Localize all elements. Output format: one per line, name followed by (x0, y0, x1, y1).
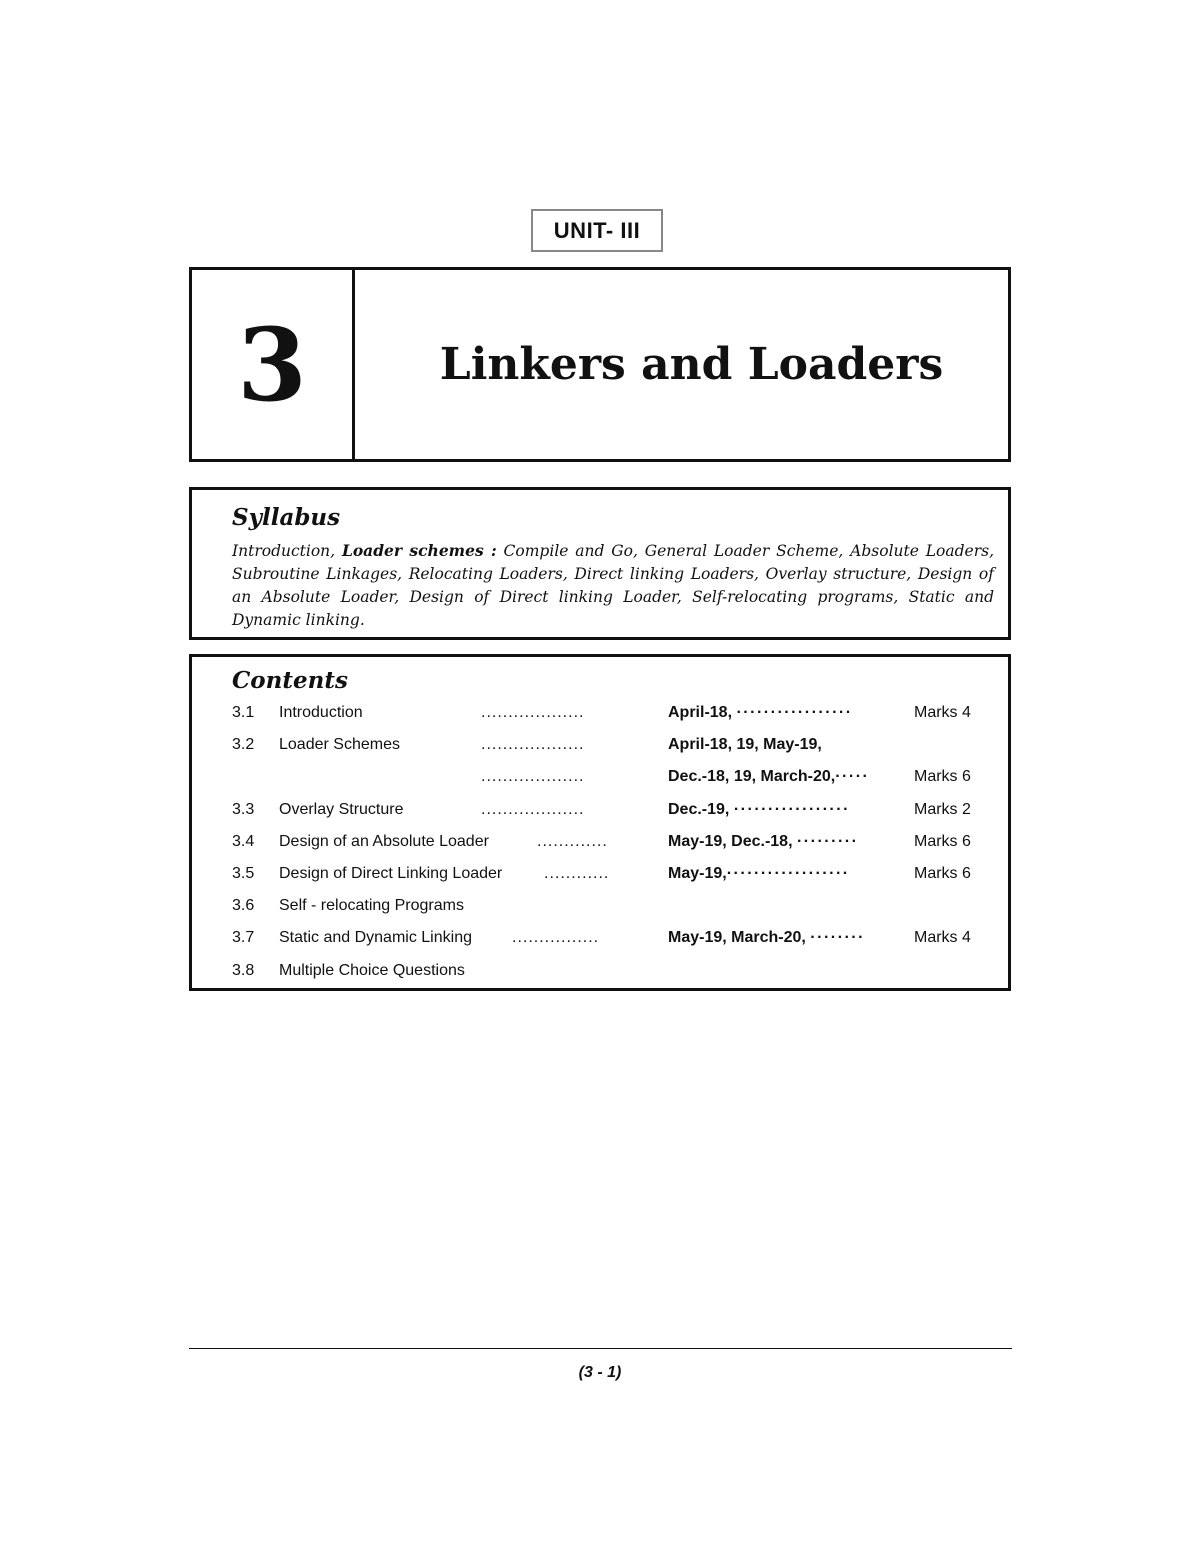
toc-leader: ................... (481, 736, 585, 754)
contents-heading: Contents (232, 667, 348, 694)
toc-exam (668, 736, 822, 754)
toc-title: Introduction (279, 704, 363, 721)
toc-row[interactable] (232, 833, 994, 865)
toc-exam (668, 929, 865, 947)
toc-exam (668, 768, 869, 786)
contents-box (189, 654, 1011, 991)
syllabus-topics: Compile and Go, General Loader Scheme, Absolute Loaders, Subroutine Linkages, Relocating Loaders, Direct linking Loaders, Overlay structure, Design of an Absolute Loader, Design of Direct linking Loader, Self-relocating programs, Static and Dynamic linking. (232, 542, 994, 629)
toc-marks: Marks 6 (914, 864, 971, 882)
toc-exam-text: Dec.-19, (668, 800, 730, 818)
toc-row[interactable] (232, 929, 994, 961)
toc-exam-text: Dec.-18, 19, March-20, (668, 768, 836, 786)
unit-label: UNIT- III (531, 209, 663, 252)
toc-number: 3.6 (232, 897, 255, 915)
toc-leader: ................... (481, 704, 585, 721)
toc-marks: Marks 4 (914, 929, 971, 947)
toc-title: Overlay Structure (279, 800, 404, 818)
toc-exam (668, 704, 853, 722)
toc-leader: ............. (537, 832, 608, 850)
toc-exam-text: April-18, 19, May-19, (668, 736, 822, 754)
toc-row[interactable] (232, 962, 994, 994)
toc-leader-2: ········ (810, 929, 865, 947)
toc-exam (668, 801, 850, 819)
toc-row[interactable] (232, 897, 994, 929)
toc-number: 3.1 (232, 704, 255, 721)
chapter-header (189, 267, 1011, 462)
toc-row[interactable] (232, 736, 994, 768)
toc-exam (668, 833, 858, 851)
toc-number: 3.7 (232, 929, 255, 947)
toc-row[interactable] (232, 704, 994, 736)
toc-leader: ................ (512, 929, 600, 947)
toc-row[interactable] (232, 865, 994, 897)
syllabus-heading: Syllabus (232, 504, 341, 531)
toc-leader: ................... (481, 768, 585, 786)
toc-exam-text: May-19, (668, 864, 727, 882)
toc-row[interactable] (232, 801, 994, 833)
footer-rule (189, 1348, 1012, 1349)
toc-leader-2: ················· (733, 800, 850, 818)
toc-marks: Marks 6 (914, 768, 971, 786)
toc-title: Self - relocating Programs (279, 897, 464, 915)
syllabus-intro: Introduction, (232, 542, 336, 560)
toc-leader: ................... (481, 800, 585, 818)
syllabus-text (232, 539, 994, 632)
toc-exam (668, 865, 850, 883)
toc-exam-text: April-18, (668, 704, 733, 721)
toc-title: Loader Schemes (279, 736, 400, 754)
toc-exam-text: May-19, Dec.-18, (668, 832, 793, 850)
chapter-number: 3 (192, 270, 355, 459)
toc-exam-text: May-19, March-20, (668, 929, 806, 947)
toc-title: Multiple Choice Questions (279, 961, 465, 979)
toc-leader-2: ····· (835, 768, 870, 786)
toc-row[interactable] (232, 768, 994, 800)
toc-leader-2: ·················· (726, 864, 850, 882)
toc-title: Design of an Absolute Loader (279, 832, 489, 850)
toc-marks: Marks 6 (914, 832, 971, 850)
toc-number: 3.2 (232, 736, 255, 754)
toc-leader-2: ········· (796, 832, 859, 850)
toc-leader-2: ················· (736, 704, 853, 721)
syllabus-bold-term: Loader schemes : (341, 541, 497, 560)
toc-title: Design of Direct Linking Loader (279, 864, 503, 882)
toc-leader: ............ (544, 864, 610, 882)
syllabus-box (189, 487, 1011, 640)
toc-number: 3.5 (232, 864, 255, 882)
toc-marks: Marks 4 (914, 704, 971, 721)
toc-number: 3.8 (232, 961, 255, 979)
toc-number: 3.3 (232, 800, 255, 818)
toc-marks: Marks 2 (914, 800, 971, 818)
page-number: (3 - 1) (578, 1364, 622, 1381)
chapter-title: Linkers and Loaders (439, 339, 944, 390)
toc-title: Static and Dynamic Linking (279, 929, 472, 947)
toc-number: 3.4 (232, 832, 255, 850)
